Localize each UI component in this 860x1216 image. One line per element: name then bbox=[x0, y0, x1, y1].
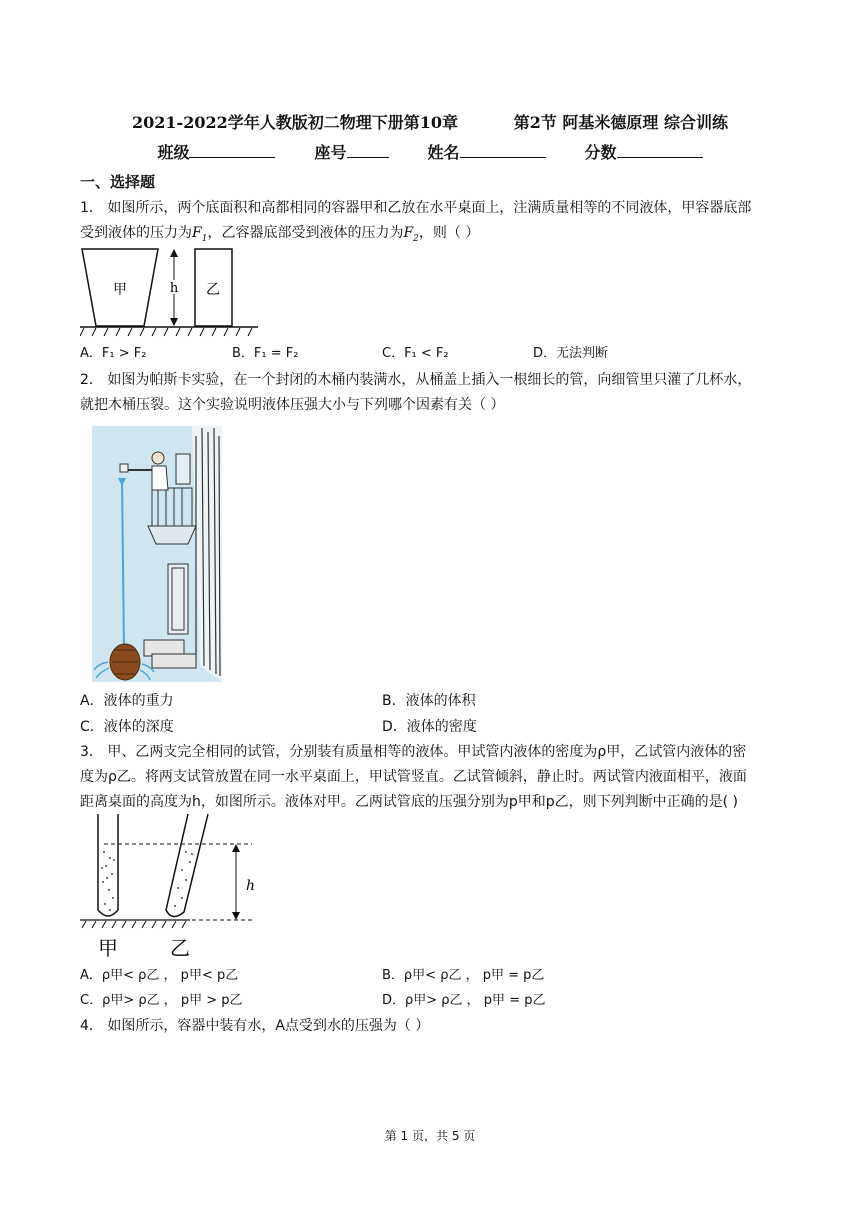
question-4-text: 4． 如图所示，容器中装有水，A点受到水的压强为（ ） bbox=[80, 1018, 430, 1034]
field-seat-label: 座号 bbox=[314, 143, 347, 162]
q1-option-d[interactable]: D．无法判断 bbox=[533, 346, 609, 361]
q1-fig-label-h: h bbox=[169, 281, 179, 296]
question-2-text bbox=[80, 368, 805, 418]
q2-option-c[interactable]: C．液体的深度 bbox=[80, 719, 174, 735]
section-title: 一、选择题 bbox=[80, 173, 156, 191]
q2-option-d[interactable]: D．液体的密度 bbox=[382, 719, 477, 735]
q3-option-a[interactable]: A．ρ甲< ρ乙 ， p甲< p乙 bbox=[80, 968, 239, 983]
q1-fig-label-yi: 乙 bbox=[206, 282, 220, 298]
q3-line-c: 距离桌面的高度为h，如图所示。液体对甲。乙两试管底的压强分别为p甲和p乙，则下列判断中正确的是( ) bbox=[80, 794, 739, 810]
field-score-blank[interactable] bbox=[617, 141, 703, 158]
q2-line-b: 就把木桶压裂。这个实验说明液体压强大小与下列哪个因素有关（ ） bbox=[80, 397, 505, 413]
q2-figure-pascal-barrel bbox=[92, 426, 222, 682]
question-3-text bbox=[80, 740, 805, 815]
q3-fig-label-h: h bbox=[246, 878, 256, 894]
q3-line-a: 3． 甲、乙两支完全相同的试管，分别装有质量相等的液体。甲试管内液体的密度为ρ甲，乙试管内液体的密 bbox=[80, 744, 747, 760]
q3-figure-test-tubes bbox=[80, 812, 260, 960]
q1-option-b[interactable]: B．F₁ = F₂ bbox=[232, 346, 299, 361]
page-footer: 第 1 页，共 5 页 bbox=[384, 1129, 476, 1143]
q3-fig-label-jia: 甲 bbox=[98, 936, 118, 960]
q3-line-b: 度为ρ乙。将两支试管放置在同一水平桌面上，甲试管竖直。乙试管倾斜，静止时。两试管内液面相平，液面 bbox=[80, 769, 747, 785]
q1-figure-containers bbox=[80, 246, 260, 338]
q3-option-b[interactable]: B．ρ甲< ρ乙 ， p甲 = p乙 bbox=[382, 968, 545, 983]
field-seat-blank[interactable] bbox=[347, 141, 389, 158]
q3-option-c[interactable]: C．ρ甲> ρ乙 ， p甲 > p乙 bbox=[80, 993, 243, 1008]
field-name-blank[interactable] bbox=[460, 141, 546, 158]
field-class-label: 班级 bbox=[157, 143, 190, 162]
q3-fig-label-yi: 乙 bbox=[170, 936, 190, 960]
q2-line-a: 2． 如图为帕斯卡实验，在一个封闭的木桶内装满水，从桶盖上插入一根细长的管，向细管里只灌了几杯水， bbox=[80, 372, 752, 388]
q1-line-b: 受到液体的压力为$F_1$，乙容器底部受到液体的压力为$F_2$，则（ ） bbox=[80, 225, 480, 244]
question-1-text bbox=[80, 196, 805, 252]
q3-option-d[interactable]: D．ρ甲> ρ乙 ， p甲 = p乙 bbox=[382, 993, 546, 1008]
q1-option-a[interactable]: A．F₁ > F₂ bbox=[80, 346, 147, 361]
q1-option-c[interactable]: C．F₁ < F₂ bbox=[382, 346, 449, 361]
field-class-blank[interactable] bbox=[189, 141, 275, 158]
q2-option-a[interactable]: A．液体的重力 bbox=[80, 693, 174, 709]
field-score-label: 分数 bbox=[584, 143, 617, 162]
q1-line-a: 1． 如图所示，两个底面积和高都相同的容器甲和乙放在水平桌面上，注满质量相等的不同液体，甲容器底部 bbox=[80, 200, 752, 216]
field-name-label: 姓名 bbox=[427, 143, 460, 162]
page-title: 2021-2022学年人教版初二物理下册第10章 第2节 阿基米德原理 综合训练 bbox=[132, 113, 728, 132]
student-info-line bbox=[0, 140, 860, 163]
q1-fig-label-jia: 甲 bbox=[113, 282, 127, 298]
q2-option-b[interactable]: B．液体的体积 bbox=[382, 693, 476, 709]
